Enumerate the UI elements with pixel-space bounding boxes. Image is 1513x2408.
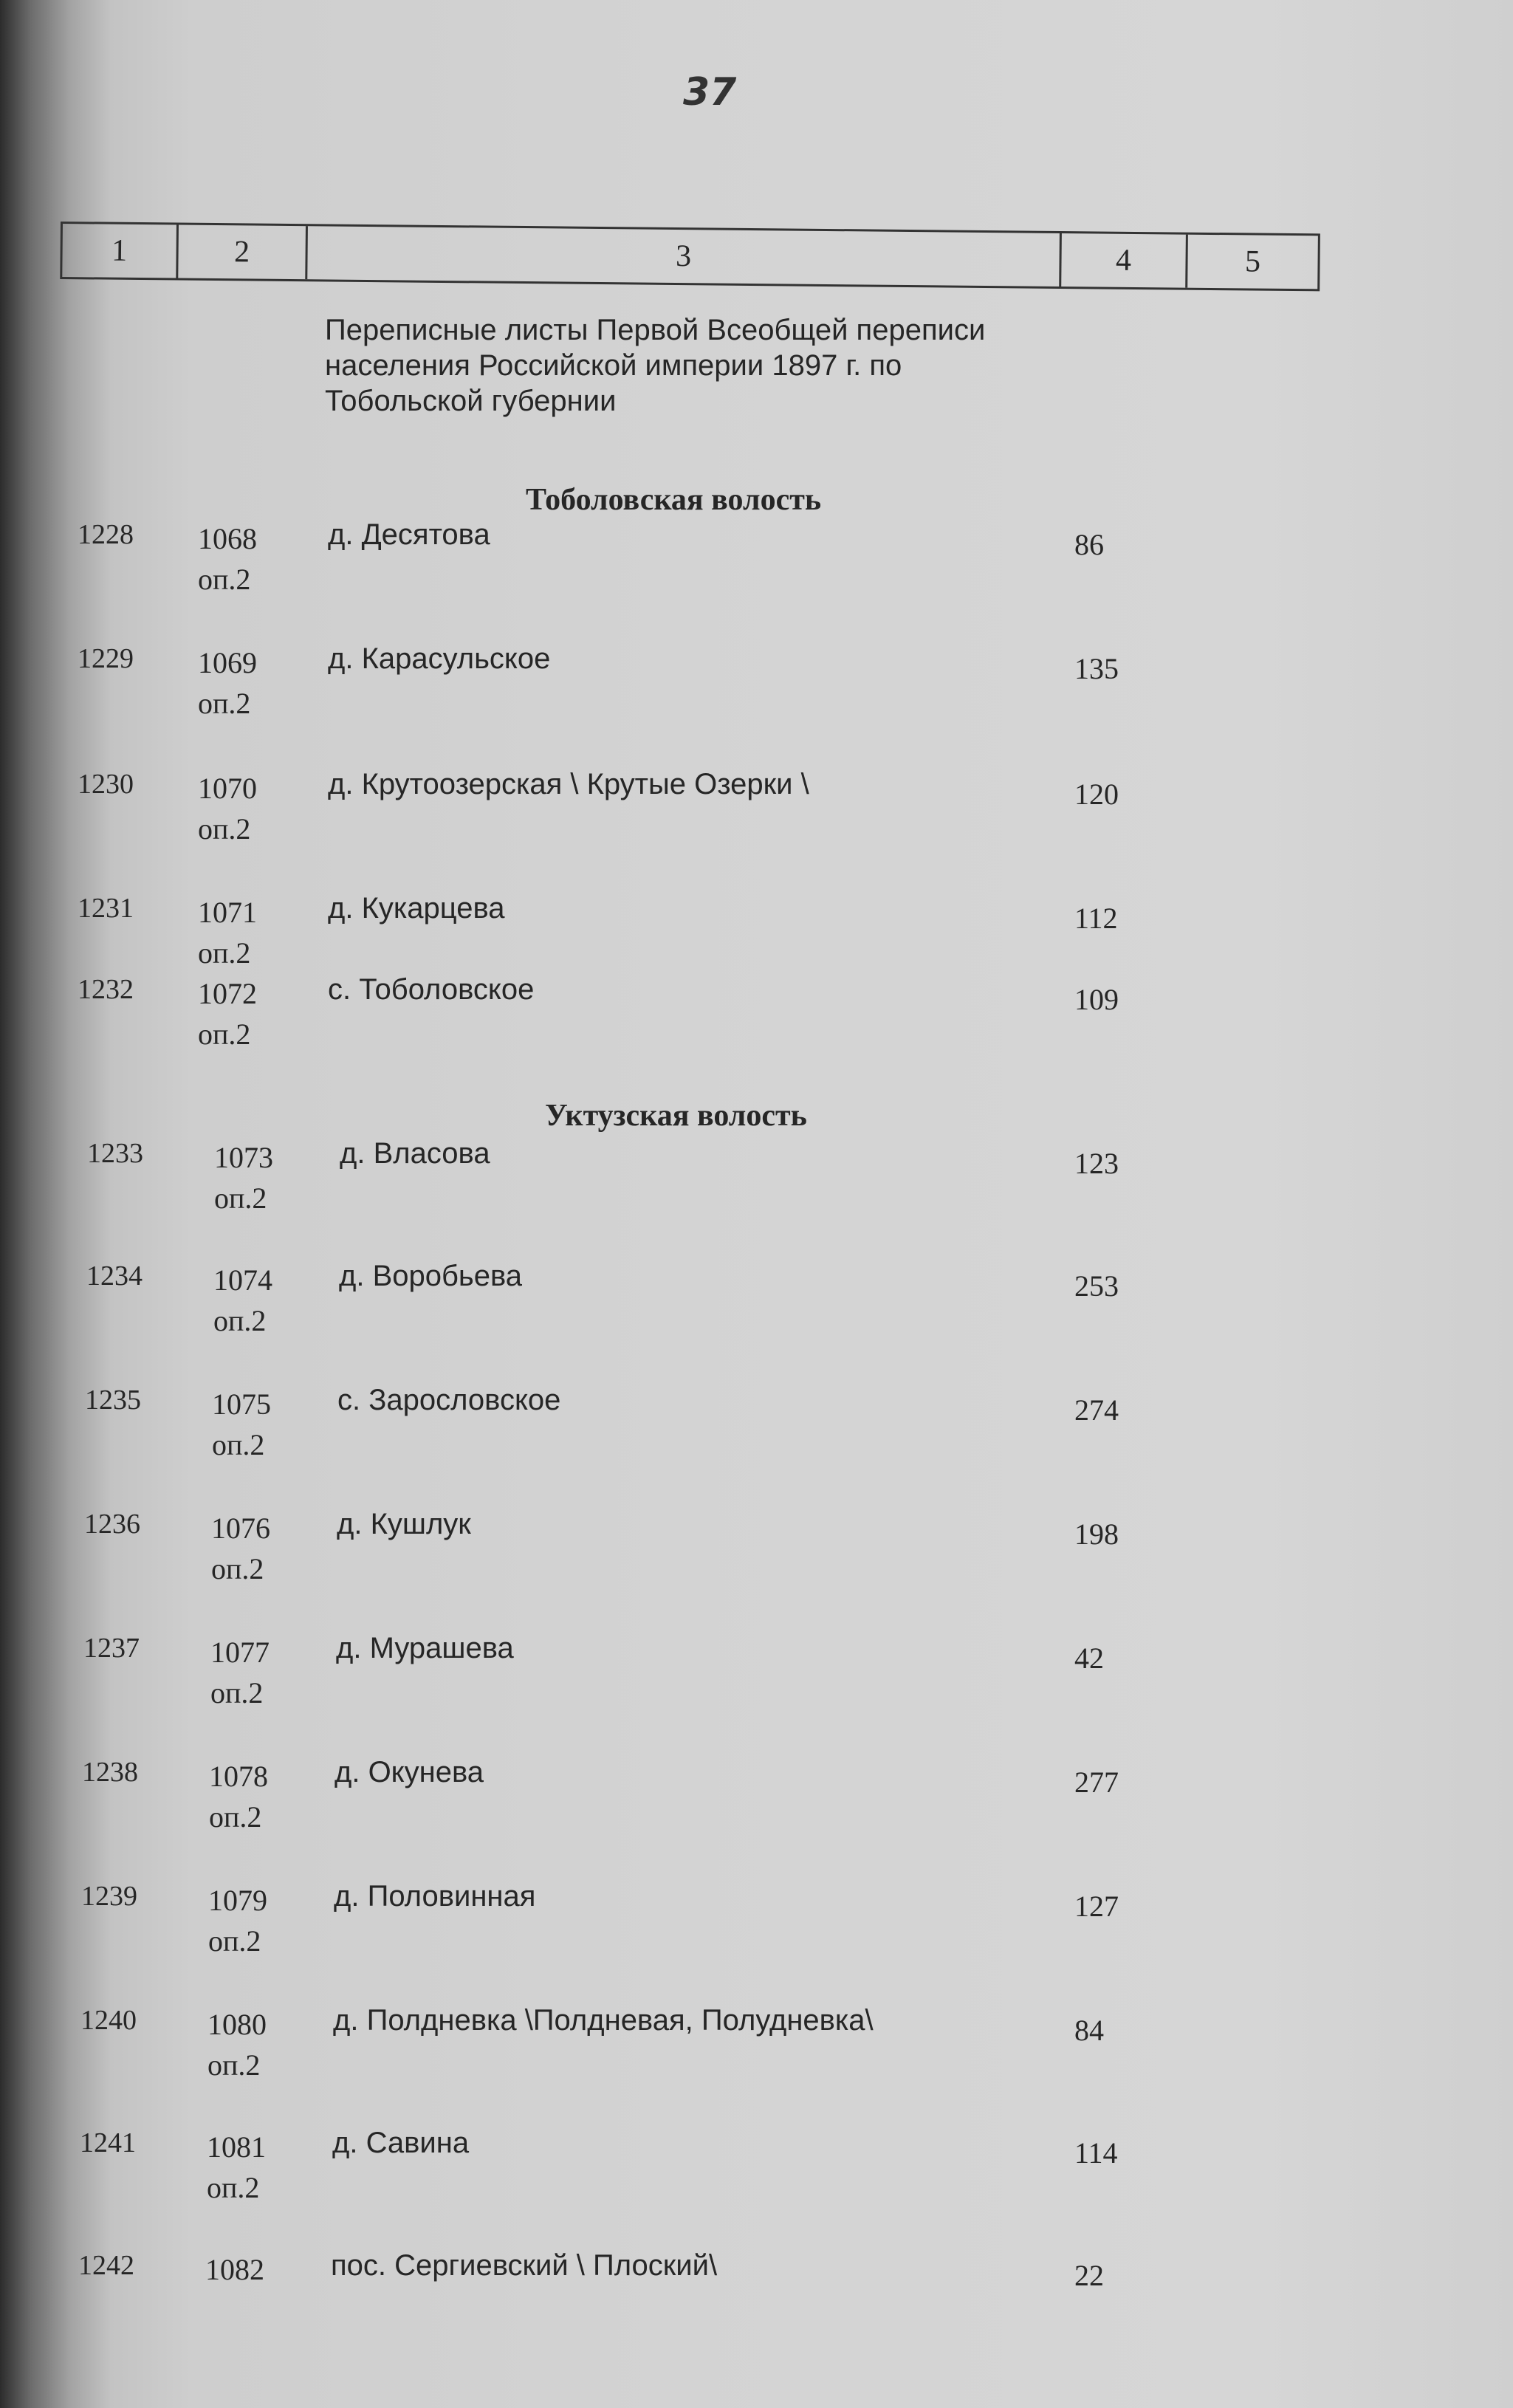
page-count: 135 [1074, 652, 1119, 685]
place-name: д. Кушлук [337, 1508, 471, 1540]
entry-number: 1234 [86, 1260, 143, 1292]
opis-number: оп.2 [198, 1018, 251, 1051]
page-count: 86 [1074, 528, 1104, 561]
table-row [0, 1137, 1513, 1218]
fond-cell [212, 1384, 271, 1465]
page-count: 84 [1074, 2014, 1104, 2047]
page-count: 112 [1074, 902, 1118, 935]
fond-cell [198, 892, 257, 973]
page-count: 109 [1074, 983, 1119, 1016]
place-name: с. Тоболовское [328, 973, 535, 1006]
entry-number: 1228 [78, 519, 134, 550]
table-row [0, 642, 1513, 724]
fond-number: 1078 [209, 1760, 268, 1793]
fond-number: 1072 [198, 977, 257, 1010]
table-row [0, 1756, 1513, 1837]
fond-cell [211, 1508, 270, 1589]
table-row [0, 892, 1513, 973]
table-row [0, 2127, 1513, 2208]
section-title: Тоболовская волость [526, 483, 822, 517]
place-name: д. Власова [340, 1137, 490, 1170]
opis-number: оп.2 [209, 1800, 262, 1834]
page-count: 42 [1074, 1642, 1104, 1675]
fond-cell [207, 2004, 267, 2085]
opis-number: оп.2 [207, 2171, 260, 2204]
fond-number: 1069 [198, 646, 257, 679]
header-col-5: 5 [1244, 244, 1261, 279]
header-col-4: 4 [1061, 233, 1188, 288]
place-name: д. Воробьева [339, 1260, 523, 1292]
entry-number: 1231 [78, 893, 134, 924]
page-count: 127 [1074, 1890, 1119, 1923]
fond-cell [198, 518, 257, 600]
opis-number: оп.2 [214, 1181, 267, 1215]
fond-number: 1077 [210, 1636, 270, 1669]
fond-number: 1080 [207, 2008, 267, 2041]
table-row [0, 973, 1513, 1054]
table-row [0, 1632, 1513, 1713]
entry-number: 1237 [83, 1633, 140, 1664]
table-row [0, 518, 1513, 600]
page-count: 123 [1074, 1147, 1119, 1180]
table-row [0, 2004, 1513, 2085]
fond-number: 1068 [198, 522, 257, 555]
fond-number: 1081 [207, 2130, 266, 2164]
fond-cell [209, 1756, 268, 1837]
page-count: 277 [1074, 1766, 1119, 1799]
place-name: д. Крутоозерская \ Крутые Озерки \ [328, 768, 809, 800]
fond-number: 1070 [198, 772, 257, 805]
place-name: д. Полдневка \Полдневая, Полудневка\ [333, 2004, 874, 2037]
entry-number: 1232 [78, 974, 134, 1005]
entry-number: 1235 [85, 1385, 141, 1416]
fond-cell [208, 1880, 267, 1961]
fond-cell [198, 768, 257, 849]
fond-number: 1076 [211, 1512, 270, 1545]
entry-number: 1241 [80, 2127, 136, 2158]
place-name: пос. Сергиевский \ Плоский\ [331, 2249, 718, 2282]
page-count: 274 [1074, 1393, 1119, 1427]
fond-number: 1074 [213, 1263, 272, 1297]
fond-number: 1082 [205, 2253, 264, 2286]
opis-number: оп.2 [212, 1428, 265, 1461]
page-count: 22 [1074, 2259, 1104, 2292]
place-name: с. Зарословское [337, 1384, 561, 1416]
page-count: 253 [1074, 1269, 1119, 1303]
opis-number: оп.2 [198, 563, 251, 596]
header-col-2: 2 [178, 225, 308, 280]
opis-number: оп.2 [208, 1924, 261, 1958]
place-name: д. Карасульское [328, 642, 551, 675]
section-title: Уктузская волость [545, 1099, 807, 1133]
place-name: д. Окунева [334, 1756, 484, 1788]
table-row [0, 768, 1513, 849]
column-header-table [60, 222, 1320, 291]
fond-cell [214, 1137, 273, 1218]
fond-cell [198, 973, 257, 1054]
entry-number: 1238 [82, 1757, 138, 1788]
entry-number: 1229 [78, 643, 134, 674]
place-name: д. Кукарцева [328, 892, 505, 925]
table-row [0, 1508, 1513, 1589]
opis-number: оп.2 [211, 1552, 264, 1585]
entry-number: 1236 [84, 1509, 140, 1540]
entry-number: 1239 [81, 1881, 137, 1912]
opis-number: оп.2 [198, 936, 251, 970]
table-row [0, 1384, 1513, 1465]
table-row [0, 1880, 1513, 1961]
fond-cell [207, 2127, 266, 2208]
fond-number: 1073 [214, 1141, 273, 1174]
fond-cell [198, 642, 257, 724]
place-name: д. Половинная [334, 1880, 536, 1913]
place-name: д. Савина [332, 2127, 470, 2159]
page-number: 37 [683, 70, 737, 114]
fond-cell [213, 1260, 272, 1341]
opis-number: оп.2 [210, 1676, 264, 1709]
opis-number: оп.2 [213, 1304, 267, 1337]
intro-text: Переписные листы Первой Всеобщей переписи населения Российской империи 1897 г. по Тобольской губернии [325, 314, 986, 417]
page-count: 198 [1074, 1517, 1119, 1551]
page-count: 114 [1074, 2136, 1118, 2169]
fond-cell [205, 2249, 264, 2290]
table-row [0, 1260, 1513, 1341]
opis-number: оп.2 [198, 812, 251, 845]
place-name: д. Десятова [328, 518, 490, 551]
opis-number: оп.2 [198, 687, 251, 720]
fond-number: 1079 [208, 1884, 267, 1917]
opis-number: оп.2 [207, 2048, 261, 2082]
page-count: 120 [1074, 778, 1119, 811]
entry-number: 1242 [78, 2250, 134, 2281]
place-name: д. Мурашева [336, 1632, 514, 1664]
header-col-1: 1 [62, 224, 179, 278]
entry-number: 1233 [87, 1138, 143, 1169]
fond-number: 1075 [212, 1387, 271, 1421]
fond-number: 1071 [198, 896, 257, 929]
entry-number: 1230 [78, 769, 134, 800]
fond-cell [210, 1632, 270, 1713]
header-col-3: 3 [307, 226, 1062, 287]
table-row [0, 2249, 1513, 2330]
entry-number: 1240 [80, 2005, 137, 2036]
